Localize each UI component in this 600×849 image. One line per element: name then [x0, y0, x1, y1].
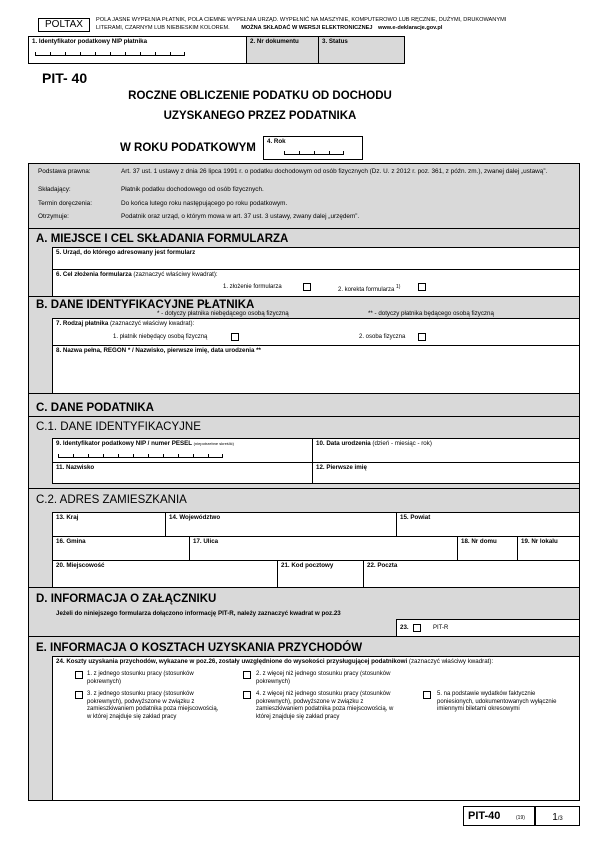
costs-field [52, 656, 579, 800]
country-label: 13. Kraj [56, 514, 79, 521]
year-ticks [284, 151, 344, 155]
status-label: 3. Status [322, 38, 348, 45]
brand-label: POLTAX [38, 18, 90, 32]
first-name-label: 12. Pierwsze imię [316, 464, 367, 471]
footer-code-text: PIT-40 [468, 810, 501, 822]
taxpayer-nip-ticks [58, 454, 223, 458]
attachment-field-number: 23. [400, 624, 409, 631]
section-e-title: E. INFORMACJA O KOSZTACH UZYSKANIA PRZYCHODÓW [36, 642, 363, 654]
payer-type-option-1-label: 1. płatnik niebędący osobą fizyczną [113, 334, 208, 340]
nip-payer-label: 1. Identyfikator podatkowy NIP płatnika [32, 38, 148, 45]
info-label-deadline: Termin doręczenia: [38, 200, 92, 207]
costs-option-4-checkbox[interactable] [243, 691, 251, 699]
payer-type-option-2-checkbox[interactable] [418, 333, 426, 341]
purpose-field [52, 269, 579, 296]
info-label-legal-basis: Podstawa prawna: [38, 168, 91, 175]
costs-option-3-checkbox[interactable] [75, 691, 83, 699]
postal-code-field[interactable] [277, 560, 363, 587]
section-d-title: D. INFORMACJA O ZAŁĄCZNIKU [36, 593, 217, 605]
footer-pages: /3 [557, 816, 563, 822]
payer-name-field[interactable] [52, 345, 579, 393]
tax-office-label: 5. Urząd, do którego adresowany jest formularz [56, 249, 196, 256]
postal-code-label: 21. Kod pocztowy [281, 562, 334, 569]
birth-date-label: 10. Data urodzenia (dzień - miesiąc - rok) [316, 440, 432, 447]
form-title-line-1: ROCZNE OBLICZENIE PODATKU OD DOCHODU [128, 90, 392, 102]
costs-option-5-checkbox[interactable] [423, 691, 431, 699]
street-field[interactable] [189, 536, 457, 560]
birth-date-field[interactable] [312, 438, 579, 462]
municipality-label: 16. Gmina [56, 538, 86, 545]
tax-office-field[interactable] [52, 247, 579, 269]
form-title-line-2: UZYSKANEGO PRZEZ PODATNIKA [163, 110, 357, 122]
section-a-title: A. MIEJSCE I CEL SKŁADANIA FORMULARZA [36, 233, 289, 245]
instructions-electronic: MOŻNA SKŁADAĆ W WERSJI ELEKTRONICZNEJ [241, 25, 373, 31]
footer-version: (19) [516, 815, 525, 821]
street-label: 17. Ulica [193, 538, 219, 545]
attachment-info-text: Jeżeli do niniejszego formularza dołączono informację PIT-R, należy zaznaczyć kwadrat w poz.23 [56, 610, 341, 617]
instructions-line-1: POLA JASNE WYPEŁNIA PŁATNIK, POLA CIEMNE WYPEŁNIA URZĄD. WYPEŁNIĆ NA MASZYNIE, KOMPUTEROWO LUB RĘCZNIE, DUŻYMI, DRUKOWANYMI [96, 17, 507, 23]
house-number-field[interactable] [457, 536, 517, 560]
payer-type-field [52, 318, 579, 345]
costs-option-1-checkbox[interactable] [75, 671, 83, 679]
footer-form-code [463, 806, 535, 826]
municipality-field[interactable] [52, 536, 189, 560]
instructions-url: www.e-deklaracje.gov.pl [378, 25, 443, 31]
purpose-option-2-checkbox[interactable] [418, 283, 426, 291]
costs-option-1-label: 1. z jednego stosunku pracy (stosunków pokrewnych) [87, 671, 194, 685]
instructions-colors: LITERAMI, CZARNYM LUB NIEBIESKIM KOLOREM. [96, 25, 230, 31]
taxpayer-nip-field[interactable] [52, 438, 312, 462]
city-label: 20. Miejscowość [56, 562, 105, 569]
info-label-filer: Składający: [38, 186, 71, 193]
section-c1-title: C.1. DANE IDENTYFIKACYJNE [36, 421, 201, 433]
costs-option-4-label: 4. z więcej niż jednego stosunku pracy (stosunków pokrewnych), podwyższone w związku z zamieszkiwaniem podatnika poza miejscowością, w której znajduje się zakład pracy [256, 691, 394, 720]
section-c-divider [28, 416, 580, 417]
document-number-label: 2. Nr dokumentu [250, 38, 299, 45]
info-text-filer: Płatnik podatku dochodowego od osób fizycznych. [121, 186, 264, 193]
section-b-title: B. DANE IDENTYFIKACYJNE PŁATNIKA [36, 299, 255, 311]
apartment-number-label: 19. Nr lokalu [521, 538, 558, 545]
first-name-field[interactable] [312, 462, 579, 484]
payer-type-option-1-checkbox[interactable] [231, 333, 239, 341]
pit-r-label: PIT-R [433, 625, 449, 631]
year-label: W ROKU PODATKOWYM [120, 142, 256, 154]
house-number-label: 18. Nr domu [461, 538, 497, 545]
section-c-title: C. DANE PODATNIKA [36, 402, 154, 414]
section-c2-divider [28, 488, 580, 489]
info-text-recipient: Podatnik oraz urząd, o którym mowa w art. 37 ust. 3 ustawy, zwany dalej „urzędem”. [121, 213, 360, 220]
voivodeship-label: 14. Województwo [169, 514, 221, 521]
pit-r-checkbox[interactable] [413, 624, 421, 632]
section-c2-title: C.2. ADRES ZAMIESZKANIA [36, 494, 187, 506]
info-text-deadline: Do końca lutego roku następującego po roku podatkowym. [121, 200, 288, 207]
footer-page: 1 [552, 812, 558, 823]
voivodeship-field[interactable] [165, 512, 396, 536]
surname-label: 11. Nazwisko [56, 464, 95, 471]
post-office-field[interactable] [363, 560, 579, 587]
purpose-label: 6. Cel złożenia formularza (zaznaczyć właściwy kwadrat): [56, 271, 218, 278]
section-b-note-1: * - dotyczy płatnika niebędącego osobą fizyczną [157, 310, 289, 317]
section-b-note-2: ** - dotyczy płatnika będącego osobą fizyczną [368, 310, 494, 317]
costs-option-2-label: 2. z więcej niż jednego stosunku pracy (stosunków pokrewnych) [256, 671, 391, 685]
info-text-legal-basis: Art. 37 ust. 1 ustawy z dnia 26 lipca 1991 r. o podatku dochodowym od osób fizycznych (Dz. U. z 2012 r. poz. 361, z późn. zm.), zwanej dalej „ustawą”. [121, 168, 548, 175]
purpose-option-2-label: 2. korekta formularza $^{1)}$ [338, 284, 401, 293]
purpose-option-1-checkbox[interactable] [303, 283, 311, 291]
attachment-field [396, 619, 579, 636]
payer-type-label: 7. Rodzaj płatnika (zaznaczyć właściwy kwadrat): [56, 320, 195, 327]
apartment-number-field[interactable] [517, 536, 579, 560]
payer-type-option-2-label: 2. osoba fizyczna [359, 334, 406, 340]
country-field[interactable] [52, 512, 165, 536]
costs-option-5-label: 5. na podstawie wydatków faktycznie poniesionych, udokumentowanych wyłącznie imiennymi biletami okresowymi [437, 691, 557, 712]
nip-payer-ticks [35, 52, 185, 56]
nip-payer-field[interactable] [29, 37, 247, 63]
payer-name-label: 8. Nazwa pełna, REGON * / Nazwisko, pierwsze imię, data urodzenia ** [56, 347, 261, 354]
purpose-option-1-label: 1. złożenie formularza [223, 284, 282, 290]
county-field[interactable] [396, 512, 579, 536]
post-office-label: 22. Poczta [367, 562, 398, 569]
form-code: PIT- 40 [42, 70, 88, 86]
instructions-line-2 [96, 25, 442, 33]
taxpayer-nip-label: 9. Identyfikator podatkowy NIP / numer PESEL $^{(niepotrzebne skreślić)}$ [56, 440, 234, 447]
document-number-field [318, 37, 319, 63]
surname-field[interactable] [52, 462, 312, 484]
county-label: 15. Powiat [400, 514, 431, 521]
costs-option-3-label: 3. z jednego stosunku pracy (stosunków pokrewnych), podwyższone w związku z zamieszkiwaniem podatnika poza miejscowością, w której znajduje się zakład pracy [87, 691, 219, 720]
footer-page-number [535, 806, 580, 826]
info-label-recipient: Otrzymuje: [38, 213, 69, 220]
year-field-label: 4. Rok [267, 138, 286, 145]
costs-option-2-checkbox[interactable] [243, 671, 251, 679]
city-field[interactable] [52, 560, 277, 587]
costs-label: 24. Koszty uzyskania przychodów, wykazane w poz.26, zostały uwzględnione do wysokości przysługującej podatnikowi (zaznaczyć właściwy kwadrat): [56, 658, 494, 665]
year-field[interactable] [263, 136, 363, 160]
